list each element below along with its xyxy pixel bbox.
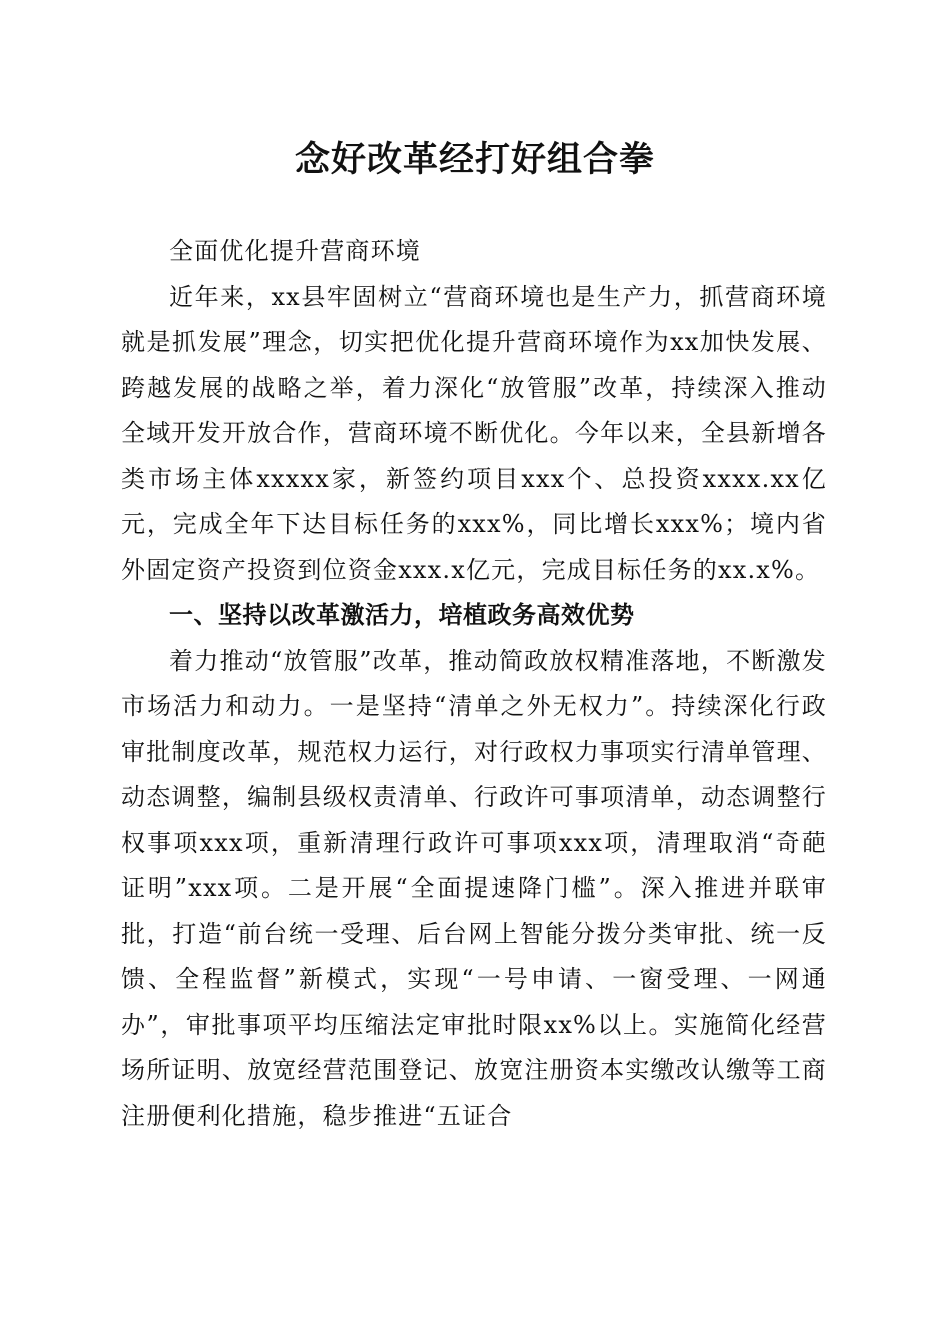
- document-title: 念好改革经打好组合拳: [294, 139, 655, 180]
- section-paragraph: 着力推动“放管服”改革，推动简政放权精准落地，不断激发市场活力和动力。一是坚持“清单之外无权力”。持续深化行政审批制度改革，规范权力运行，对行政权力事项实行清单管理、动态调整，编制县级权责清单、行政许可事项清单，动态调整行权事项xxx项，重新清理行政许可事项xxx项，清理取消“奇葩证明”xxx项。二是开展“全面提速降门槛”。深入推进并联审批，打造“前台统一受理、后台网上智能分拨分类审批、统一反馈、全程监督”新模式，实现“一号申请、一窗受理、一网通办”，审批事项平均压缩法定审批时限xx%以上。实施简化经营场所证明、放宽经营范围登记、放宽注册资本实缴改认缴等工商注册便利化措施，稳步推进“五证合: [121, 646, 827, 1130]
- subtitle-paragraph: 全面优化提升营商环境: [169, 237, 421, 265]
- intro-paragraph: 近年来，xx县牢固树立“营商环境也是生产力，抓营商环境就是抓发展”理念，切实把优化提升营商环境作为xx加快发展、跨越发展的战略之举，着力深化“放管服”改革，持续深入推动全域开发开放合作，营商环境不断优化。今年以来，全县新增各类市场主体xxxxx家，新签约项目xxx个、总投资xxxx.xx亿元，完成全年下达目标任务的xxx%，同比增长xxx%；境内省外固定资产投资到位资金xxx.x亿元，完成目标任务的xx.x%。: [121, 282, 827, 584]
- section-heading: 一、坚持以改革激活力，培植政务高效优势: [169, 601, 635, 629]
- document-body: [121, 229, 827, 1139]
